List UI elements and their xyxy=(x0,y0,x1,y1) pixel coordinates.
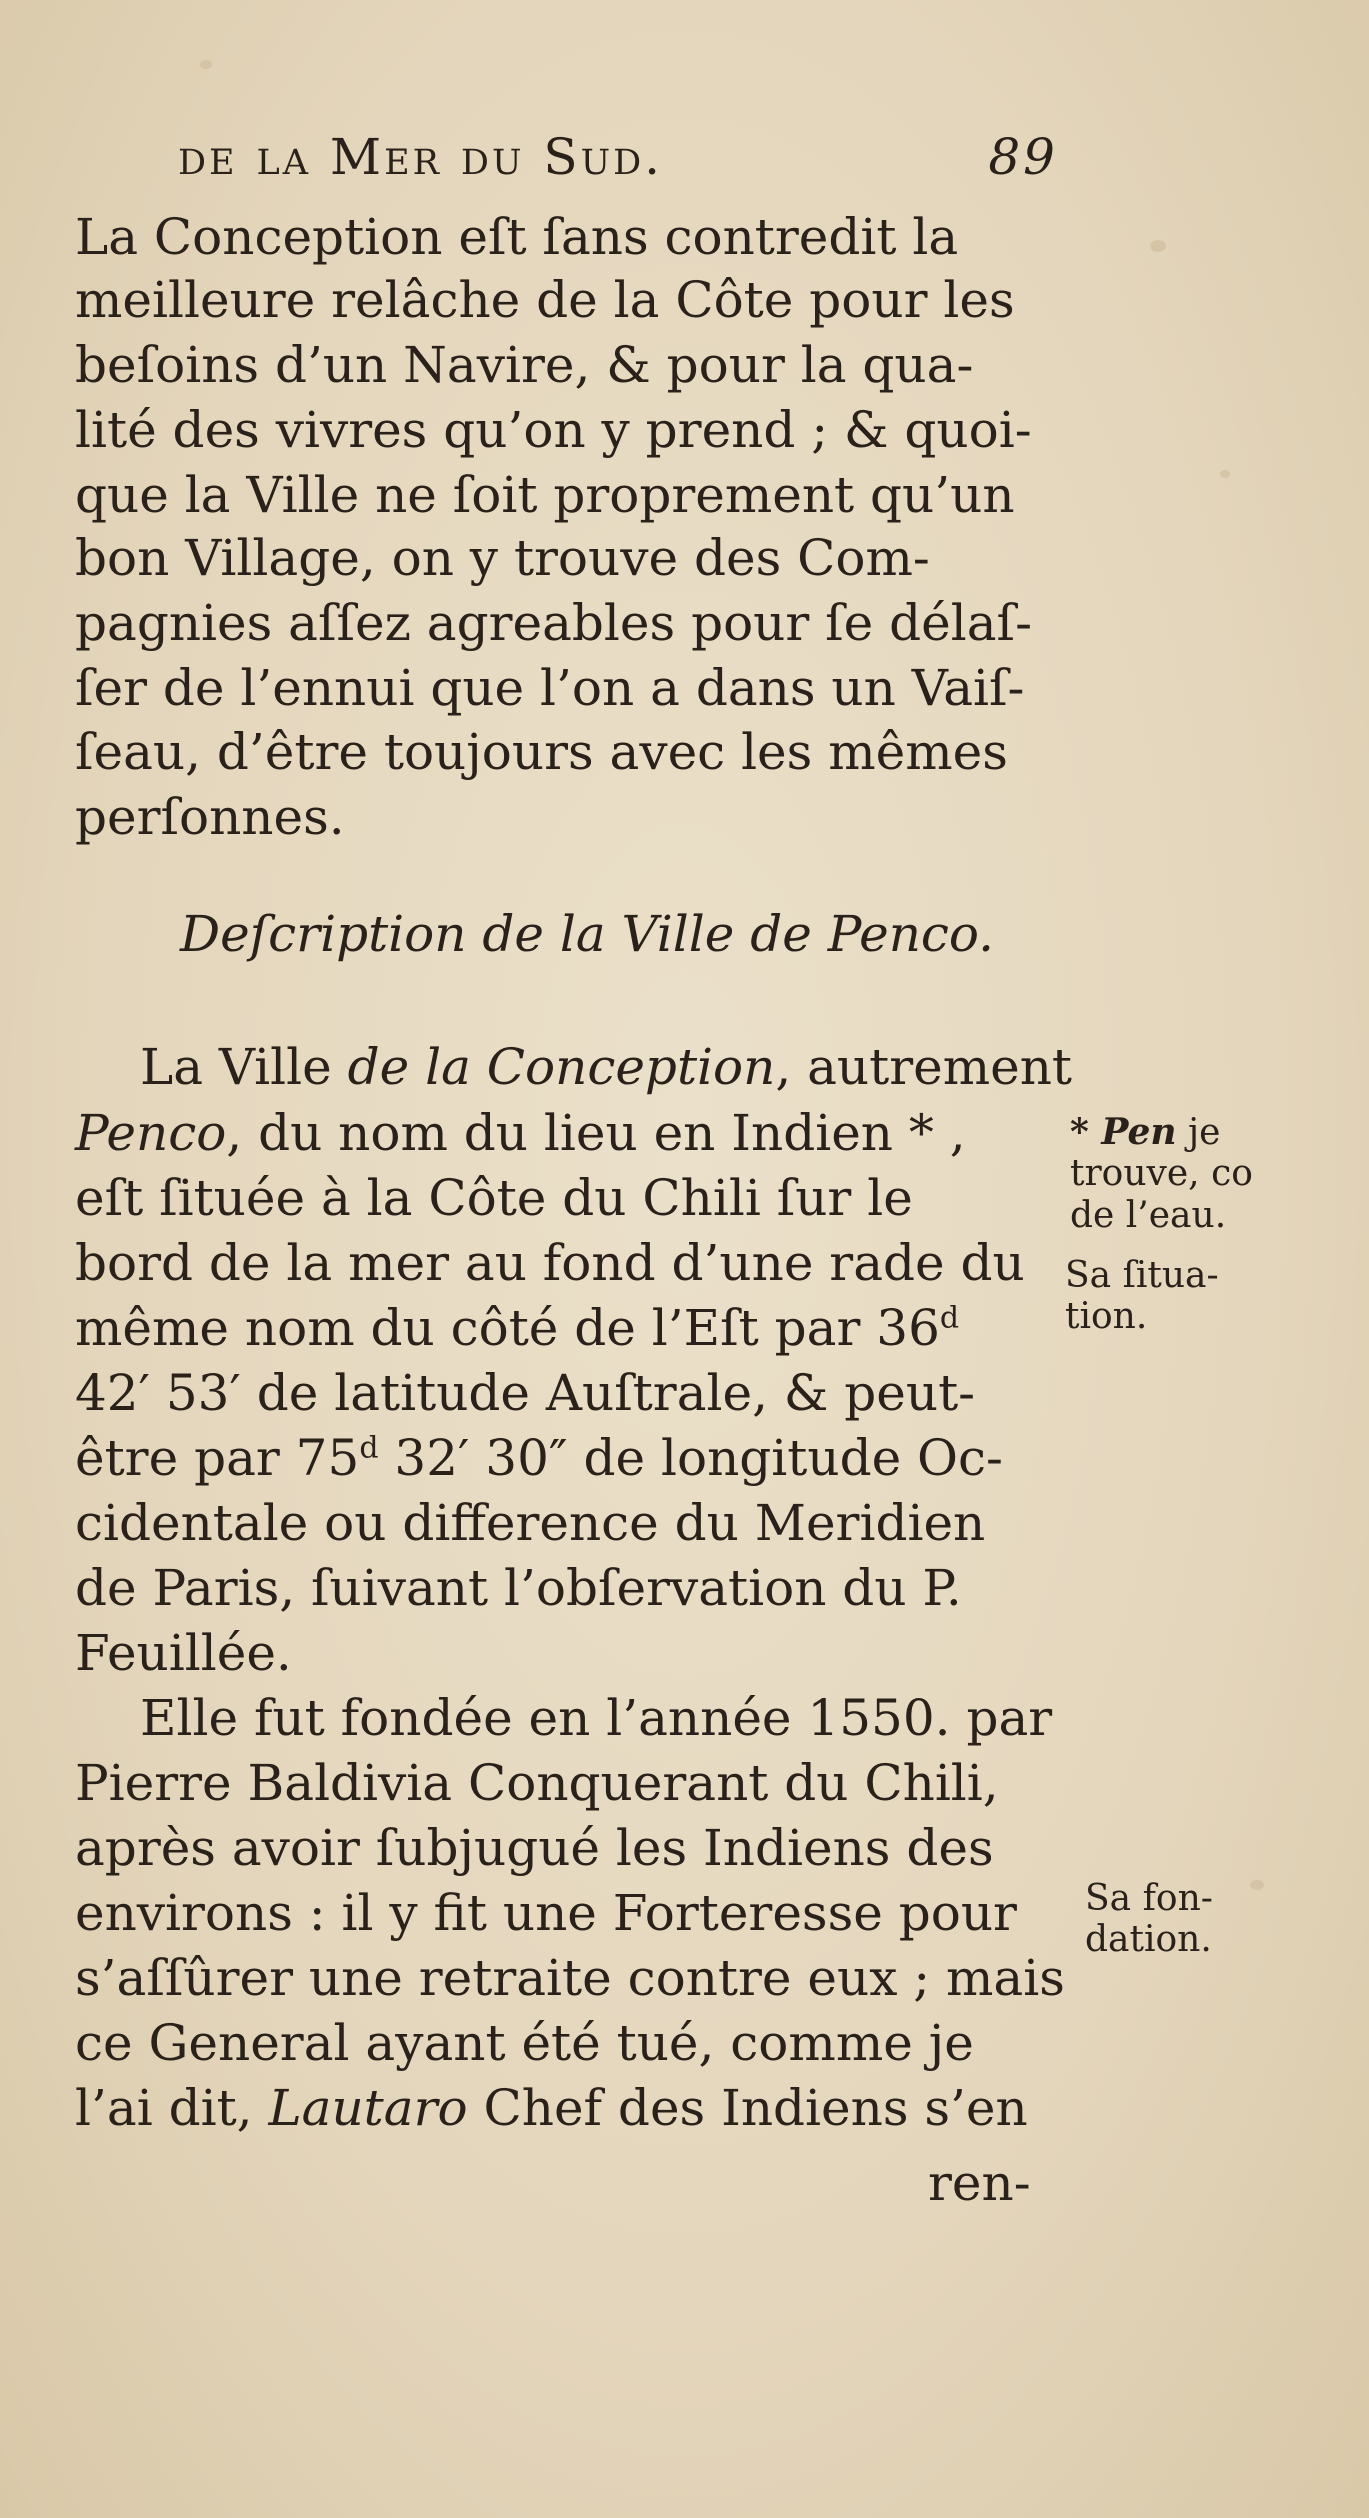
text-line: après avoir ſubjugué les Indiens des xyxy=(75,1819,994,1877)
degree-superscript: d xyxy=(359,1430,379,1466)
text-line: La Conception eſt ſans contredit la xyxy=(75,208,959,266)
text-fragment: 32′ 30″ de longitude Oc- xyxy=(378,1429,1003,1487)
text-line: Feuillée. xyxy=(75,1624,292,1682)
text-line: ſer de l’ennui que l’on a dans un Vaiſ- xyxy=(75,659,1025,717)
text-line: meilleure relâche de la Côte pour les xyxy=(75,271,1015,329)
text-line: bon Village, on y trouve des Com- xyxy=(75,529,930,587)
text-line: pagnies aſſez agreables pour ſe délaſ- xyxy=(75,594,1032,652)
degree-superscript: d xyxy=(939,1300,960,1336)
italic-text: Penco xyxy=(75,1104,227,1162)
margin-note-situation xyxy=(1065,1255,1219,1338)
italic-text: * Pen xyxy=(1070,1111,1177,1153)
text-fragment: , du nom du lieu en Indien * , xyxy=(226,1104,966,1162)
margin-note-line: dation. xyxy=(1085,1919,1212,1961)
text-line: que la Ville ne ſoit proprement qu’un xyxy=(75,466,1015,524)
text-fragment: Chef des Indiens s’en xyxy=(467,2079,1028,2137)
text-line xyxy=(75,1104,966,1162)
text-line: lité des vivres qu’on y prend ; & quoi- xyxy=(75,401,1032,459)
paper-foxing-spot xyxy=(1220,470,1230,478)
text-line: de Paris, ſuivant l’obſervation du P. xyxy=(75,1559,962,1617)
text-fragment: , autrement xyxy=(775,1038,1073,1096)
text-fragment: La Ville xyxy=(140,1038,348,1096)
margin-note-line: Sa fon- xyxy=(1085,1878,1213,1919)
text-line: ſeau, d’être toujours avec les mêmes xyxy=(75,723,1008,781)
text-line xyxy=(140,1038,1073,1096)
section-heading: Deſcription de la Ville de Penco. xyxy=(180,905,995,963)
text-line: cidentale ou difference du Meridien xyxy=(75,1494,986,1552)
paper-foxing-spot xyxy=(1150,240,1166,252)
text-line: 42′ 53′ de latitude Auſtrale, & peut- xyxy=(75,1364,976,1422)
italic-text: Lautaro xyxy=(268,2079,468,2137)
text-line xyxy=(75,1429,1003,1487)
margin-note-footnote xyxy=(1070,1112,1253,1236)
text-line: environs : il y fit une Forteresse pour xyxy=(75,1884,1017,1942)
margin-note-line xyxy=(1070,1112,1253,1153)
page-number: 89 xyxy=(988,128,1058,186)
text-line: ce General ayant été tué, comme je xyxy=(75,2014,974,2072)
catchword: ren- xyxy=(928,2154,1031,2212)
paper-foxing-spot xyxy=(1250,1880,1264,1890)
text-fragment: je xyxy=(1176,1112,1221,1153)
text-fragment: même nom du côté de l’Eſt par 36 xyxy=(75,1299,940,1357)
running-title: de la Mer du Sud. xyxy=(178,128,664,186)
margin-note-line: tion. xyxy=(1065,1296,1148,1338)
paper-foxing-spot xyxy=(200,60,212,69)
margin-note-line: trouve, co xyxy=(1070,1153,1253,1195)
text-line: beſoins d’un Navire, & pour la qua- xyxy=(75,336,974,394)
text-fragment: l’ai dit, xyxy=(75,2079,269,2137)
page-header xyxy=(178,128,1058,198)
text-line: bord de la mer au fond d’une rade du xyxy=(75,1234,1025,1292)
text-fragment: être par 75 xyxy=(75,1429,360,1487)
text-line: Pierre Baldivia Conquerant du Chili, xyxy=(75,1754,999,1812)
text-line: s’aſſûrer une retraite contre eux ; mais xyxy=(75,1949,1065,2007)
margin-note-line: Sa ſitua- xyxy=(1065,1255,1219,1296)
margin-note-line: de l’eau. xyxy=(1070,1194,1227,1236)
text-line: eſt ſituée à la Côte du Chili ſur le xyxy=(75,1169,913,1227)
text-line: perſonnes. xyxy=(75,788,345,846)
italic-text: de la Conception xyxy=(347,1038,776,1096)
text-line xyxy=(75,2079,1028,2137)
margin-note-foundation xyxy=(1085,1878,1213,1961)
text-line xyxy=(75,1299,960,1357)
text-line: Elle fut fondée en l’année 1550. par xyxy=(140,1689,1053,1747)
